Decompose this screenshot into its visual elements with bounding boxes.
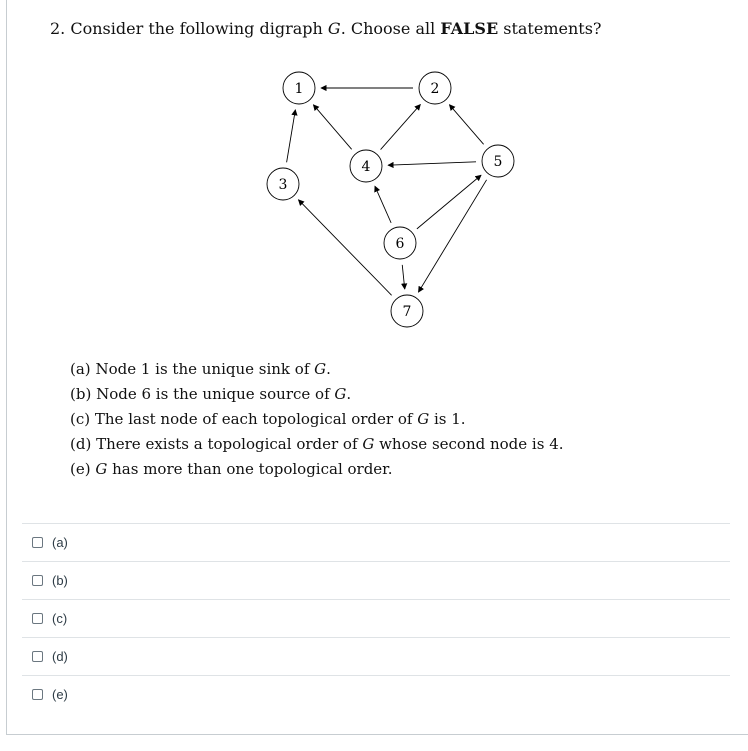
edge-5-4 <box>388 162 476 165</box>
answer-option-c[interactable] <box>22 599 730 637</box>
node-7 <box>391 295 423 327</box>
node-6 <box>384 227 416 259</box>
statement-c: (c) The last node of each topological order of G is 1. <box>70 410 466 428</box>
answer-label: (b) <box>52 573 68 588</box>
checkbox[interactable] <box>32 651 43 662</box>
answer-label: (a) <box>52 535 68 550</box>
node-label: 7 <box>402 304 412 320</box>
node-label: 1 <box>294 81 304 97</box>
node-label: 3 <box>278 177 288 193</box>
edge-4-2 <box>381 104 421 149</box>
answer-label: (c) <box>52 611 68 626</box>
statement-list <box>70 357 564 482</box>
node-label: 5 <box>493 154 503 170</box>
answer-option-a[interactable] <box>22 523 730 561</box>
node-1 <box>283 72 315 104</box>
node-label: 6 <box>395 236 405 252</box>
answer-option-d[interactable] <box>22 637 730 675</box>
node-2 <box>419 72 451 104</box>
edge-5-2 <box>449 105 483 145</box>
node-5 <box>482 145 514 177</box>
node-4 <box>350 150 382 182</box>
statement-e: (e) G has more than one topological order. <box>70 460 393 478</box>
checkbox[interactable] <box>32 689 43 700</box>
graph-symbol: G <box>327 19 341 38</box>
edge-7-3 <box>298 200 391 296</box>
answer-options <box>22 523 730 713</box>
statement-d: (d) There exists a topological order of G whose second node is 4. <box>70 435 564 453</box>
question-prompt: Consider the following digraph <box>70 19 323 38</box>
node-label: 4 <box>361 159 371 175</box>
question-prompt-middle: . Choose all <box>340 19 436 38</box>
edge-4-1 <box>313 105 351 150</box>
statement-a: (a) Node 1 is the unique sink of G. <box>70 360 331 378</box>
answer-label: (d) <box>52 649 68 664</box>
checkbox[interactable] <box>32 575 43 586</box>
checkbox[interactable] <box>32 537 43 548</box>
digraph <box>255 62 515 337</box>
answer-label: (e) <box>52 687 68 702</box>
edge-6-7 <box>402 265 404 289</box>
question-emphasis: FALSE <box>440 19 499 38</box>
question-number: 2. <box>50 19 66 38</box>
edge-5-7 <box>418 180 486 292</box>
edge-6-5 <box>417 175 481 229</box>
question-text <box>50 19 710 38</box>
node-label: 2 <box>430 81 440 97</box>
answer-option-e[interactable] <box>22 675 730 713</box>
edge-6-4 <box>375 186 391 223</box>
node-3 <box>267 168 299 200</box>
statement-b: (b) Node 6 is the unique source of G. <box>70 385 352 403</box>
question-prompt-end: statements? <box>503 19 602 38</box>
checkbox[interactable] <box>32 613 43 624</box>
edge-3-1 <box>287 110 296 163</box>
answer-option-b[interactable] <box>22 561 730 599</box>
